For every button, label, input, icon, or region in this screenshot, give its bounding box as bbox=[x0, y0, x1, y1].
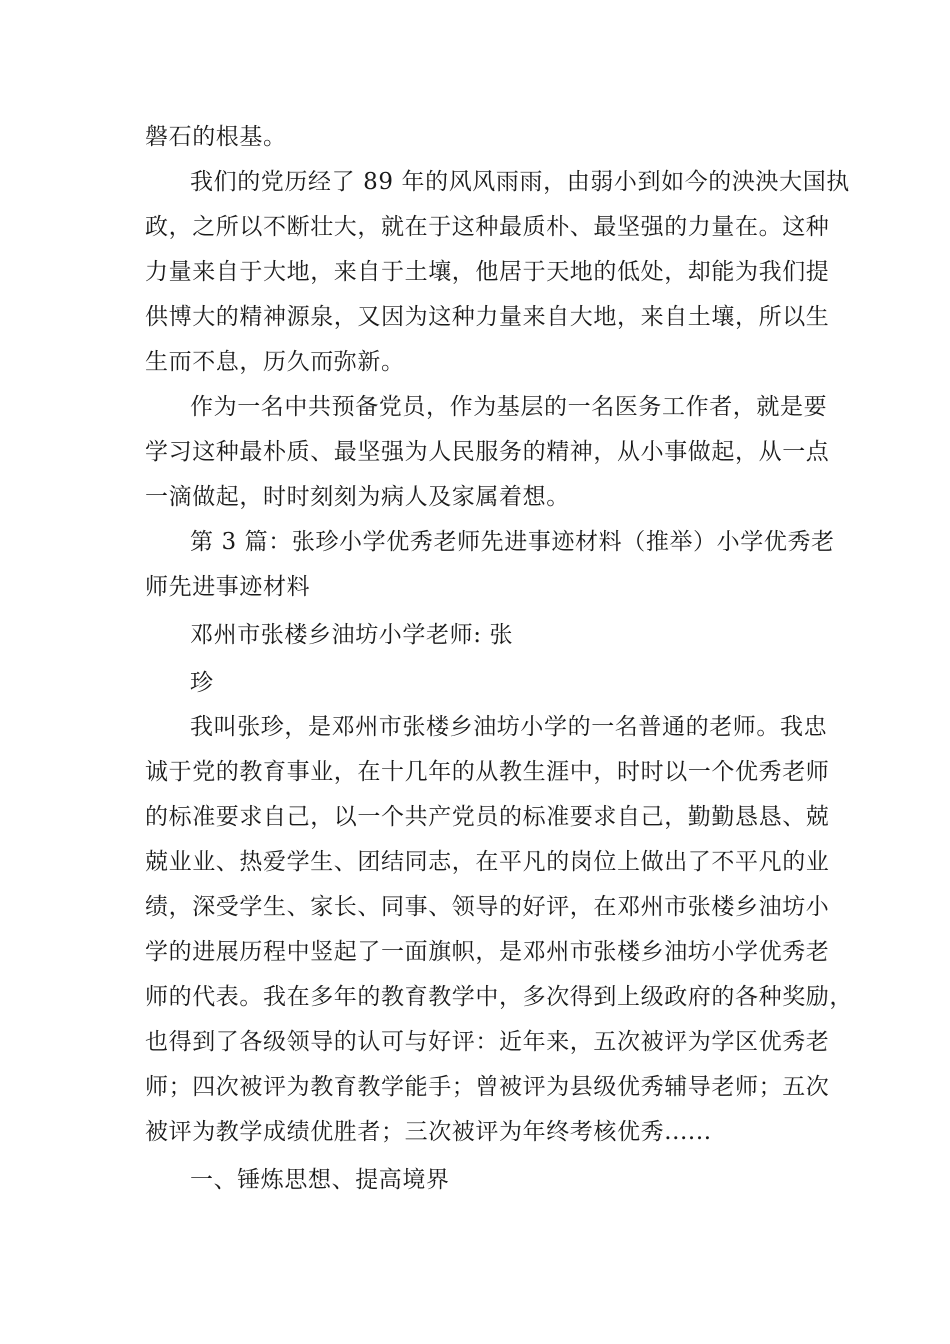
paragraph-start-line: 作为一名中共预备党员，作为基层的一名医务工作者，就是要 bbox=[190, 394, 828, 420]
author-line: 邓州市张楼乡油坊小学老师: 张 bbox=[190, 622, 514, 648]
text-line: 生而不息，历久而弥新。 bbox=[145, 349, 405, 375]
text-line: 一滴做起，时时刻刻为病人及家属着想。 bbox=[145, 484, 570, 510]
text-line: 师；四次被评为教育教学能手；曾被评为县级优秀辅导老师；五次 bbox=[145, 1074, 830, 1100]
text-line: 也得到了各级领导的认可与好评：近年来，五次被评为学区优秀老 bbox=[145, 1029, 830, 1055]
section-heading-line: 师先进事迹材料 bbox=[145, 574, 311, 600]
text-line: 政，之所以不断壮大，就在于这种最质朴、最坚强的力量在。这种 bbox=[145, 214, 830, 240]
text-line: 绩，深受学生、家长、同事、领导的好评，在邓州市张楼乡油坊小 bbox=[145, 894, 830, 920]
text-line: 磐石的根基。 bbox=[145, 124, 287, 150]
text-line: 学习这种最朴质、最坚强为人民服务的精神，从小事做起，从一点 bbox=[145, 439, 830, 465]
section-heading-line: 第 3 篇：张珍小学优秀老师先进事迹材料（推举）小学优秀老 bbox=[190, 529, 835, 555]
author-line: 珍 bbox=[190, 670, 214, 696]
text-line: 诚于党的教育事业，在十几年的从教生涯中，时时以一个优秀老师 bbox=[145, 759, 830, 785]
text-line: 供博大的精神源泉，又因为这种力量来自大地，来自土壤，所以生 bbox=[145, 304, 830, 330]
text-line: 学的进展历程中竖起了一面旗帜，是邓州市张楼乡油坊小学优秀老 bbox=[145, 939, 830, 965]
paragraph-start-line: 我们的党历经了 89 年的风风雨雨，由弱小到如今的泱泱大国执 bbox=[190, 169, 850, 195]
paragraph-start-line: 我叫张珍，是邓州市张楼乡油坊小学的一名普通的老师。我忠 bbox=[190, 714, 828, 740]
text-line: 师的代表。我在多年的教育教学中，多次得到上级政府的各种奖励， bbox=[145, 984, 853, 1010]
subheading-line: 一、锤炼思想、提高境界 bbox=[190, 1167, 450, 1193]
text-line: 兢业业、热爱学生、团结同志，在平凡的岗位上做出了不平凡的业 bbox=[145, 849, 830, 875]
text-line: 被评为教学成绩优胜者；三次被评为年终考核优秀...... bbox=[145, 1119, 712, 1145]
text-line: 的标准要求自己，以一个共产党员的标准要求自己，勤勤恳恳、兢 bbox=[145, 804, 830, 830]
text-line: 力量来自于大地，来自于土壤，他居于天地的低处，却能为我们提 bbox=[145, 259, 830, 285]
